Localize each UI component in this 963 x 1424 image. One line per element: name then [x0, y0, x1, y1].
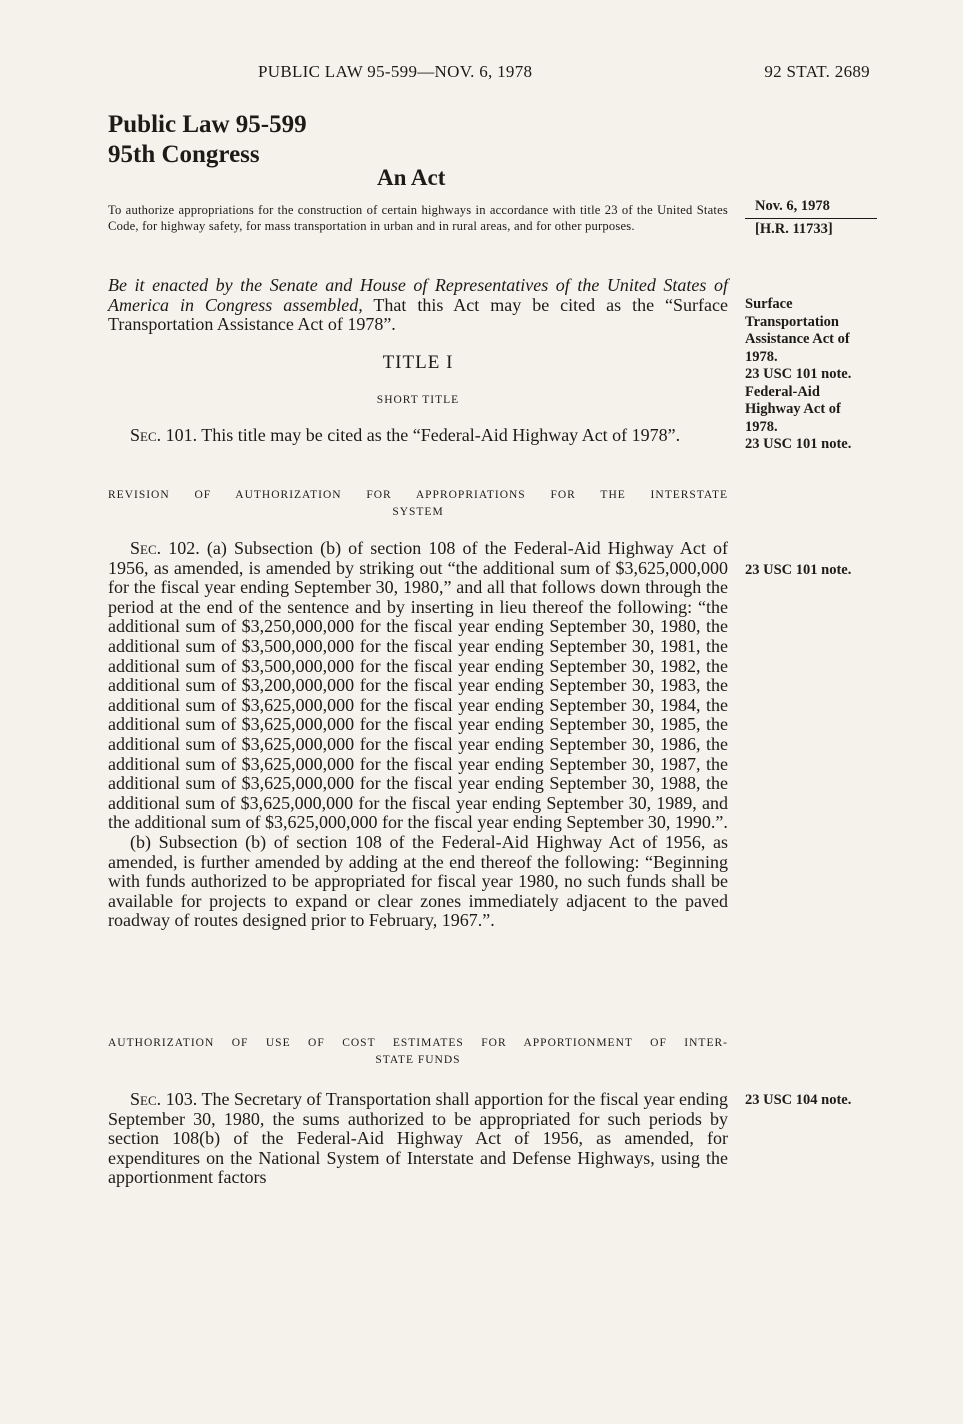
margin-note-line: Highway Act of: [745, 401, 841, 417]
margin-date-block: [745, 198, 875, 238]
statute-page-number: 92 STAT. 2689: [764, 62, 870, 81]
section-text: This title may be cited as the “Federal-Aid Highway Act of 1978”.: [197, 425, 681, 445]
margin-note-line: 1978.: [745, 348, 778, 365]
section-103-caption: [108, 1035, 728, 1069]
margin-date: Nov. 6, 1978: [745, 198, 877, 219]
margin-note-sec103: 23 USC 104 note.: [745, 1092, 852, 1108]
purpose-statement: To authorize appropriations for the construction of certain highways in accordance with title 23 of the United States Code, for highway safety, for mass transportation in urban and in rural areas, and for other purposes.: [108, 203, 728, 233]
caption-line-2: STATE FUNDS: [375, 1054, 461, 1066]
section-label: Sec. 103.: [130, 1089, 198, 1109]
law-heading: [108, 110, 307, 170]
caption-line-1: REVISION OF AUTHORIZATION FOR APPROPRIATIONS FOR THE INTERSTATE: [108, 489, 728, 501]
enacting-clause: [108, 276, 728, 335]
section-103: [108, 1090, 728, 1188]
subsection-a-text: (a) Subsection (b) of section 108 of the Federal-Aid Highway Act of 1956, as amended, is amended by striking out “the additional sum of $3,625,000,000 for the fiscal year ending September 30, 1980,” and all that follows down through the period at the end of the sentence and by inserting in lieu thereof the following: “the additional sum of $3,250,000,000 for the fiscal year ending September 30, 1980, the additional sum of $3,500,000,000 for the fiscal year ending September 30, 1981, the additional sum of $3,500,000,000 for the fiscal year ending September 30, 1982, the additional sum of $3,200,000,000 for the fiscal year ending September 30, 1983, the additional sum of $3,625,000,000 for the fiscal year ending September 30, 1984, the additional sum of $3,625,000,000 for the fiscal year ending September 30, 1985, the additional sum of $3,625,000,000 for the fiscal year ending September 30, 1986, the additional sum of $3,625,000,000 for the fiscal year ending September 30, 1987, the additional sum of $3,625,000,000 for the fiscal year ending September 30, 1988, the additional sum of $3,625,000,000 for the fiscal year ending September 30, 1989, and the additional sum of $3,625,000,000 for the fiscal year ending September 30, 1990.”.: [108, 538, 729, 833]
margin-note-line: 1978.: [745, 418, 778, 435]
margin-bill-number: [H.R. 11733]: [755, 220, 833, 237]
section-label: Sec. 101.: [130, 425, 198, 445]
margin-note-line: 23 USC 101 note.: [745, 436, 852, 452]
title-heading: TITLE I: [382, 352, 454, 373]
act-title: An Act: [377, 165, 446, 190]
section-102-caption: [108, 487, 728, 521]
margin-note-sec102: 23 USC 101 note.: [745, 562, 852, 578]
section-label: Sec. 102.: [130, 538, 200, 558]
congress-number: 95th Congress: [108, 141, 260, 168]
margin-notes-short-title: [745, 296, 875, 454]
section-102: [108, 539, 728, 931]
enacting-text: That this Act may be cited as the “Surface Transportation Assistance Act of 1978”.: [108, 294, 728, 335]
caption-line-2: SYSTEM: [392, 506, 444, 518]
enacting-formula: Be it enacted by the Senate and House of Representatives of the United States of America in Congress assembled,: [108, 275, 728, 315]
margin-note-line: 23 USC 101 note.: [745, 366, 852, 382]
margin-note-line: Federal-Aid: [745, 383, 820, 400]
subsection-b-text: (b) Subsection (b) of section 108 of the Federal-Aid Highway Act of 1956, as amended, is further amended by adding at the end thereof the following: “Beginning with funds authorized to be appropriated for fiscal year 1980, no such funds shall be available for projects to expand or clear zones immediately adjacent to the paved roadway of routes designed prior to February, 1967.”.: [108, 831, 728, 931]
caption-line-1: AUTHORIZATION OF USE OF COST ESTIMATES FOR APPORTIONMENT OF INTER-: [108, 1037, 728, 1049]
margin-note-line: Assistance Act of: [745, 331, 850, 347]
section-text: The Secretary of Transportation shall apportion for the fiscal year ending September 30, 1980, the sums authorized to be appropriated for such periods by section 108(b) of the Federal-Aid Highway Act of 1956, as amended, for expenditures on the National System of Interstate and Defense Highways, using the apportionment factors: [108, 1089, 729, 1188]
running-head-title: PUBLIC LAW 95-599—NOV. 6, 1978: [258, 62, 533, 81]
margin-note-line: Surface: [745, 296, 793, 312]
law-number: Public Law 95-599: [108, 111, 307, 138]
short-title-caption: SHORT TITLE: [376, 394, 460, 406]
margin-note-line: Transportation: [745, 313, 839, 330]
section-101: [108, 426, 728, 446]
